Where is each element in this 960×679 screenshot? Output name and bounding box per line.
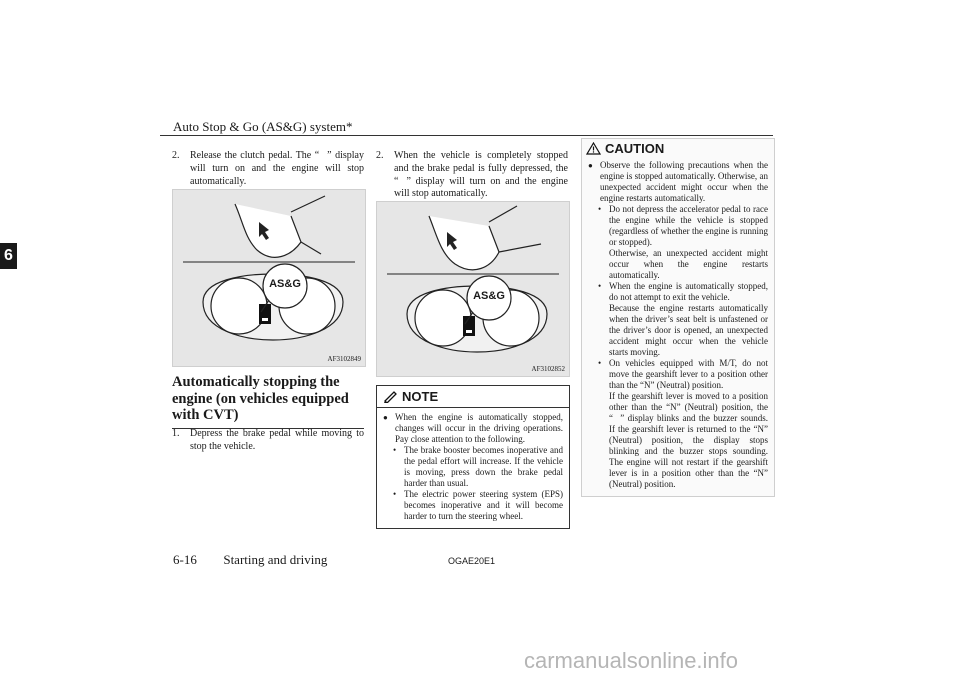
note-lead-text: When the engine is automatically stopped, changes will occur in the driving operations. Pay close attention to the following. [395,412,563,444]
figure-code: AF3102849 [327,355,361,363]
list-item-text: Do not depress the accelerator pedal to race the engine while the vehicle is stopped (regardless of whether the engine is running or stopped). [609,204,768,247]
step-text: When the vehicle is completely stopped and the brake pedal is fully depressed, the “ ” display will turn on and the engine will stop automatically. [394,150,568,200]
caution-body [582,158,774,496]
list-item [594,358,768,490]
caution-lead [588,160,768,204]
note-pen-icon [383,390,398,403]
figure-clutch-release [172,189,366,367]
warning-triangle-icon [586,142,601,155]
footer-section: Starting and driving [223,552,328,567]
step-depress-brake [172,428,364,454]
as-g-badge: AS&G [269,278,301,290]
page-footer [173,552,327,568]
list-item-text: The brake booster becomes inoperative and the pedal effort will increase. If the vehicle is moving, press down the brake pedal harder than usual. [404,445,563,488]
step-release-clutch [172,150,364,188]
list-item-text: On vehicles equipped with M/T, do not move the gearshift lever to a position other than the “N” (Neutral) position. [609,358,768,390]
note-lead [383,412,563,445]
sub-bullet: • [393,489,397,499]
caution-sub-list [588,204,768,490]
step-number: 1. [172,428,180,439]
list-item [594,204,768,281]
page-number: 6-16 [173,552,197,567]
list-item-text: Because the engine restarts automatically when the driver’s seat belt is unfastened or the driver’s door is opened, an unexpected accident might occur when the vehicle starts moving. [609,303,768,357]
step-number: 2. [172,150,180,161]
document-code: OGAE20E1 [448,556,496,566]
list-item-text: When the engine is automatically stopped, do not attempt to exit the vehicle. [609,281,768,302]
caution-lead-text: Observe the following precautions when the engine is stopped automatically. Otherwise, an unexpected accident might occur when the engine restarts automatically. [600,160,768,203]
bullet-marker: ● [383,413,388,422]
caution-title: CAUTION [605,141,665,156]
section-heading-cvt: Automatically stopping the engine (on vehicles equipped with CVT) [172,374,364,429]
note-body [377,408,569,528]
list-item-text: If the gearshift lever is moved to a position other than the “N” (Neutral) position, the “ ” display blinks and the buzzer sounds. If the gearshift lever is returned to the “N” (Neutral) position, the display stops blinking and the buzzer stops sounding. The engine will not restart if the gearshift lever is in a position other than the “N” (Neutral) position. [609,391,768,489]
running-header-title: Auto Stop & Go (AS&G) system* [173,119,353,134]
list-item-text: The electric power steering system (EPS) becomes inoperative and it will become harder to turn the steering wheel. [404,489,563,521]
watermark: carmanualsonline.info [524,648,739,673]
figure-code: AF3102852 [531,365,565,373]
sub-bullet: • [598,281,602,291]
chapter-tab: 6 [0,243,17,269]
note-title: NOTE [402,389,439,404]
figure-brake-depressed [376,201,570,377]
bullet-marker: ● [588,161,593,170]
header-rule [160,135,773,136]
step-number: 2. [376,150,384,161]
sub-bullet: • [598,358,602,368]
list-item [594,281,768,358]
step-vehicle-stopped [376,150,568,201]
list-item [389,445,563,489]
sub-bullet: • [598,204,602,214]
sub-bullet: • [393,445,397,455]
note-header [377,386,569,408]
list-item-text: Otherwise, an unexpected accident might occur when the engine restarts automatically. [609,248,768,280]
list-item [389,489,563,522]
note-sub-list [383,445,563,522]
pedal-and-meter-illustration [377,202,569,376]
step-text: Release the clutch pedal. The “ ” display will turn on and the engine will stop automatically. [190,150,364,187]
as-g-badge: AS&G [473,290,505,302]
note-box [376,385,570,529]
caution-box [581,138,775,497]
caution-header [582,139,774,158]
step-text: Depress the brake pedal while moving to stop the vehicle. [190,428,364,452]
